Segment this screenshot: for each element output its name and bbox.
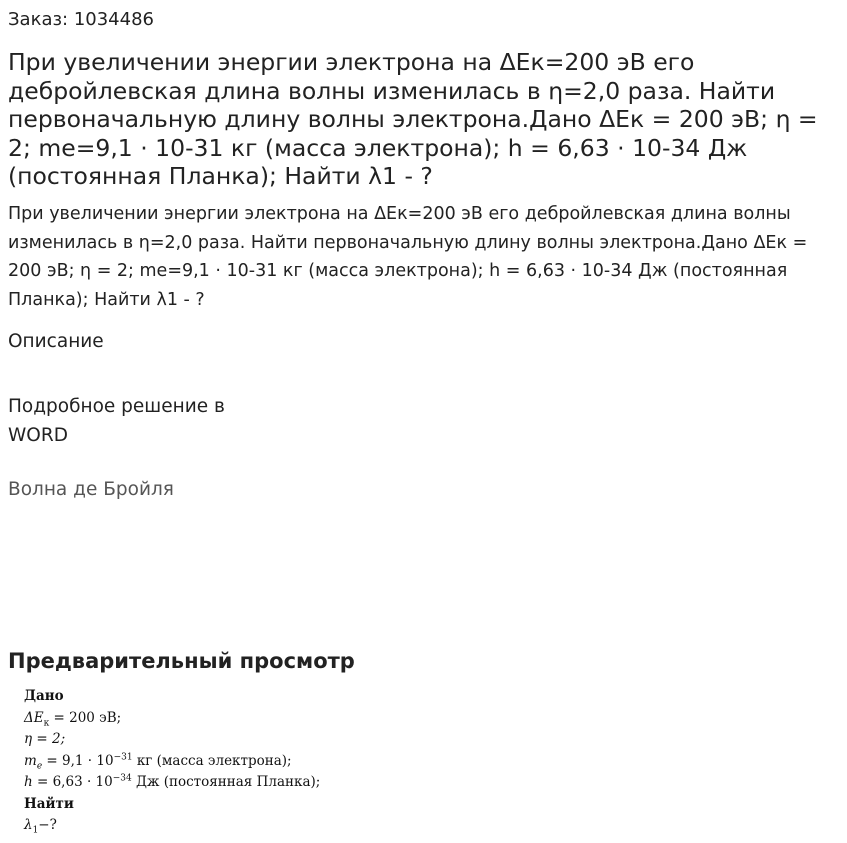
preview-given-label: Дано bbox=[24, 688, 64, 704]
preview-line-energy: $\Delta E_к = 200$ эВ; bbox=[24, 709, 122, 729]
preview-line-planck: $h = 6,63 \cdot 10^{-34}$ Дж (постоянная Планка); bbox=[24, 773, 321, 790]
preview-line-lambda: $\lambda_1-$? bbox=[24, 817, 57, 836]
order-number: Заказ: 1034486 bbox=[8, 9, 154, 30]
topic-tag-link[interactable]: Волна де Бройля bbox=[8, 479, 174, 500]
preview-find-label: Найти bbox=[24, 795, 74, 812]
preview-line-mass: $m_e = 9,1 \cdot 10^{-31}$ кг (масса электрона); bbox=[24, 752, 292, 772]
preview-content bbox=[24, 686, 444, 837]
problem-title: При увеличении энергии электрона на ΔEк=200 эВ его дебройлевская длина волны изменилась в η=2,0 раза. Найти первоначальную длину волны электрона.Дано ΔEк = 200 эВ; η = 2; me=9,1 · 10-31 кг (масса электрона); h = 6,63 · 10-34 Дж (постоянная Планка); Найти λ1 - ? bbox=[8, 48, 818, 190]
description-label: Описание bbox=[8, 331, 104, 352]
preview-heading: Предварительный просмотр bbox=[8, 649, 355, 673]
preview-line-eta: η = 2; bbox=[24, 731, 66, 747]
solution-format-note: Подробное решение в WORD bbox=[8, 396, 225, 446]
problem-text: При увеличении энергии электрона на ΔEк=200 эВ его дебройлевская длина волны изменилась в η=2,0 раза. Найти первоначальную длину волны электрона.Дано ΔEк = 200 эВ; η = 2; me=9,1 · 10-31 кг (масса электрона); h = 6,63 · 10-34 Дж (постоянная Планка); Найти λ1 - ? bbox=[8, 204, 808, 310]
